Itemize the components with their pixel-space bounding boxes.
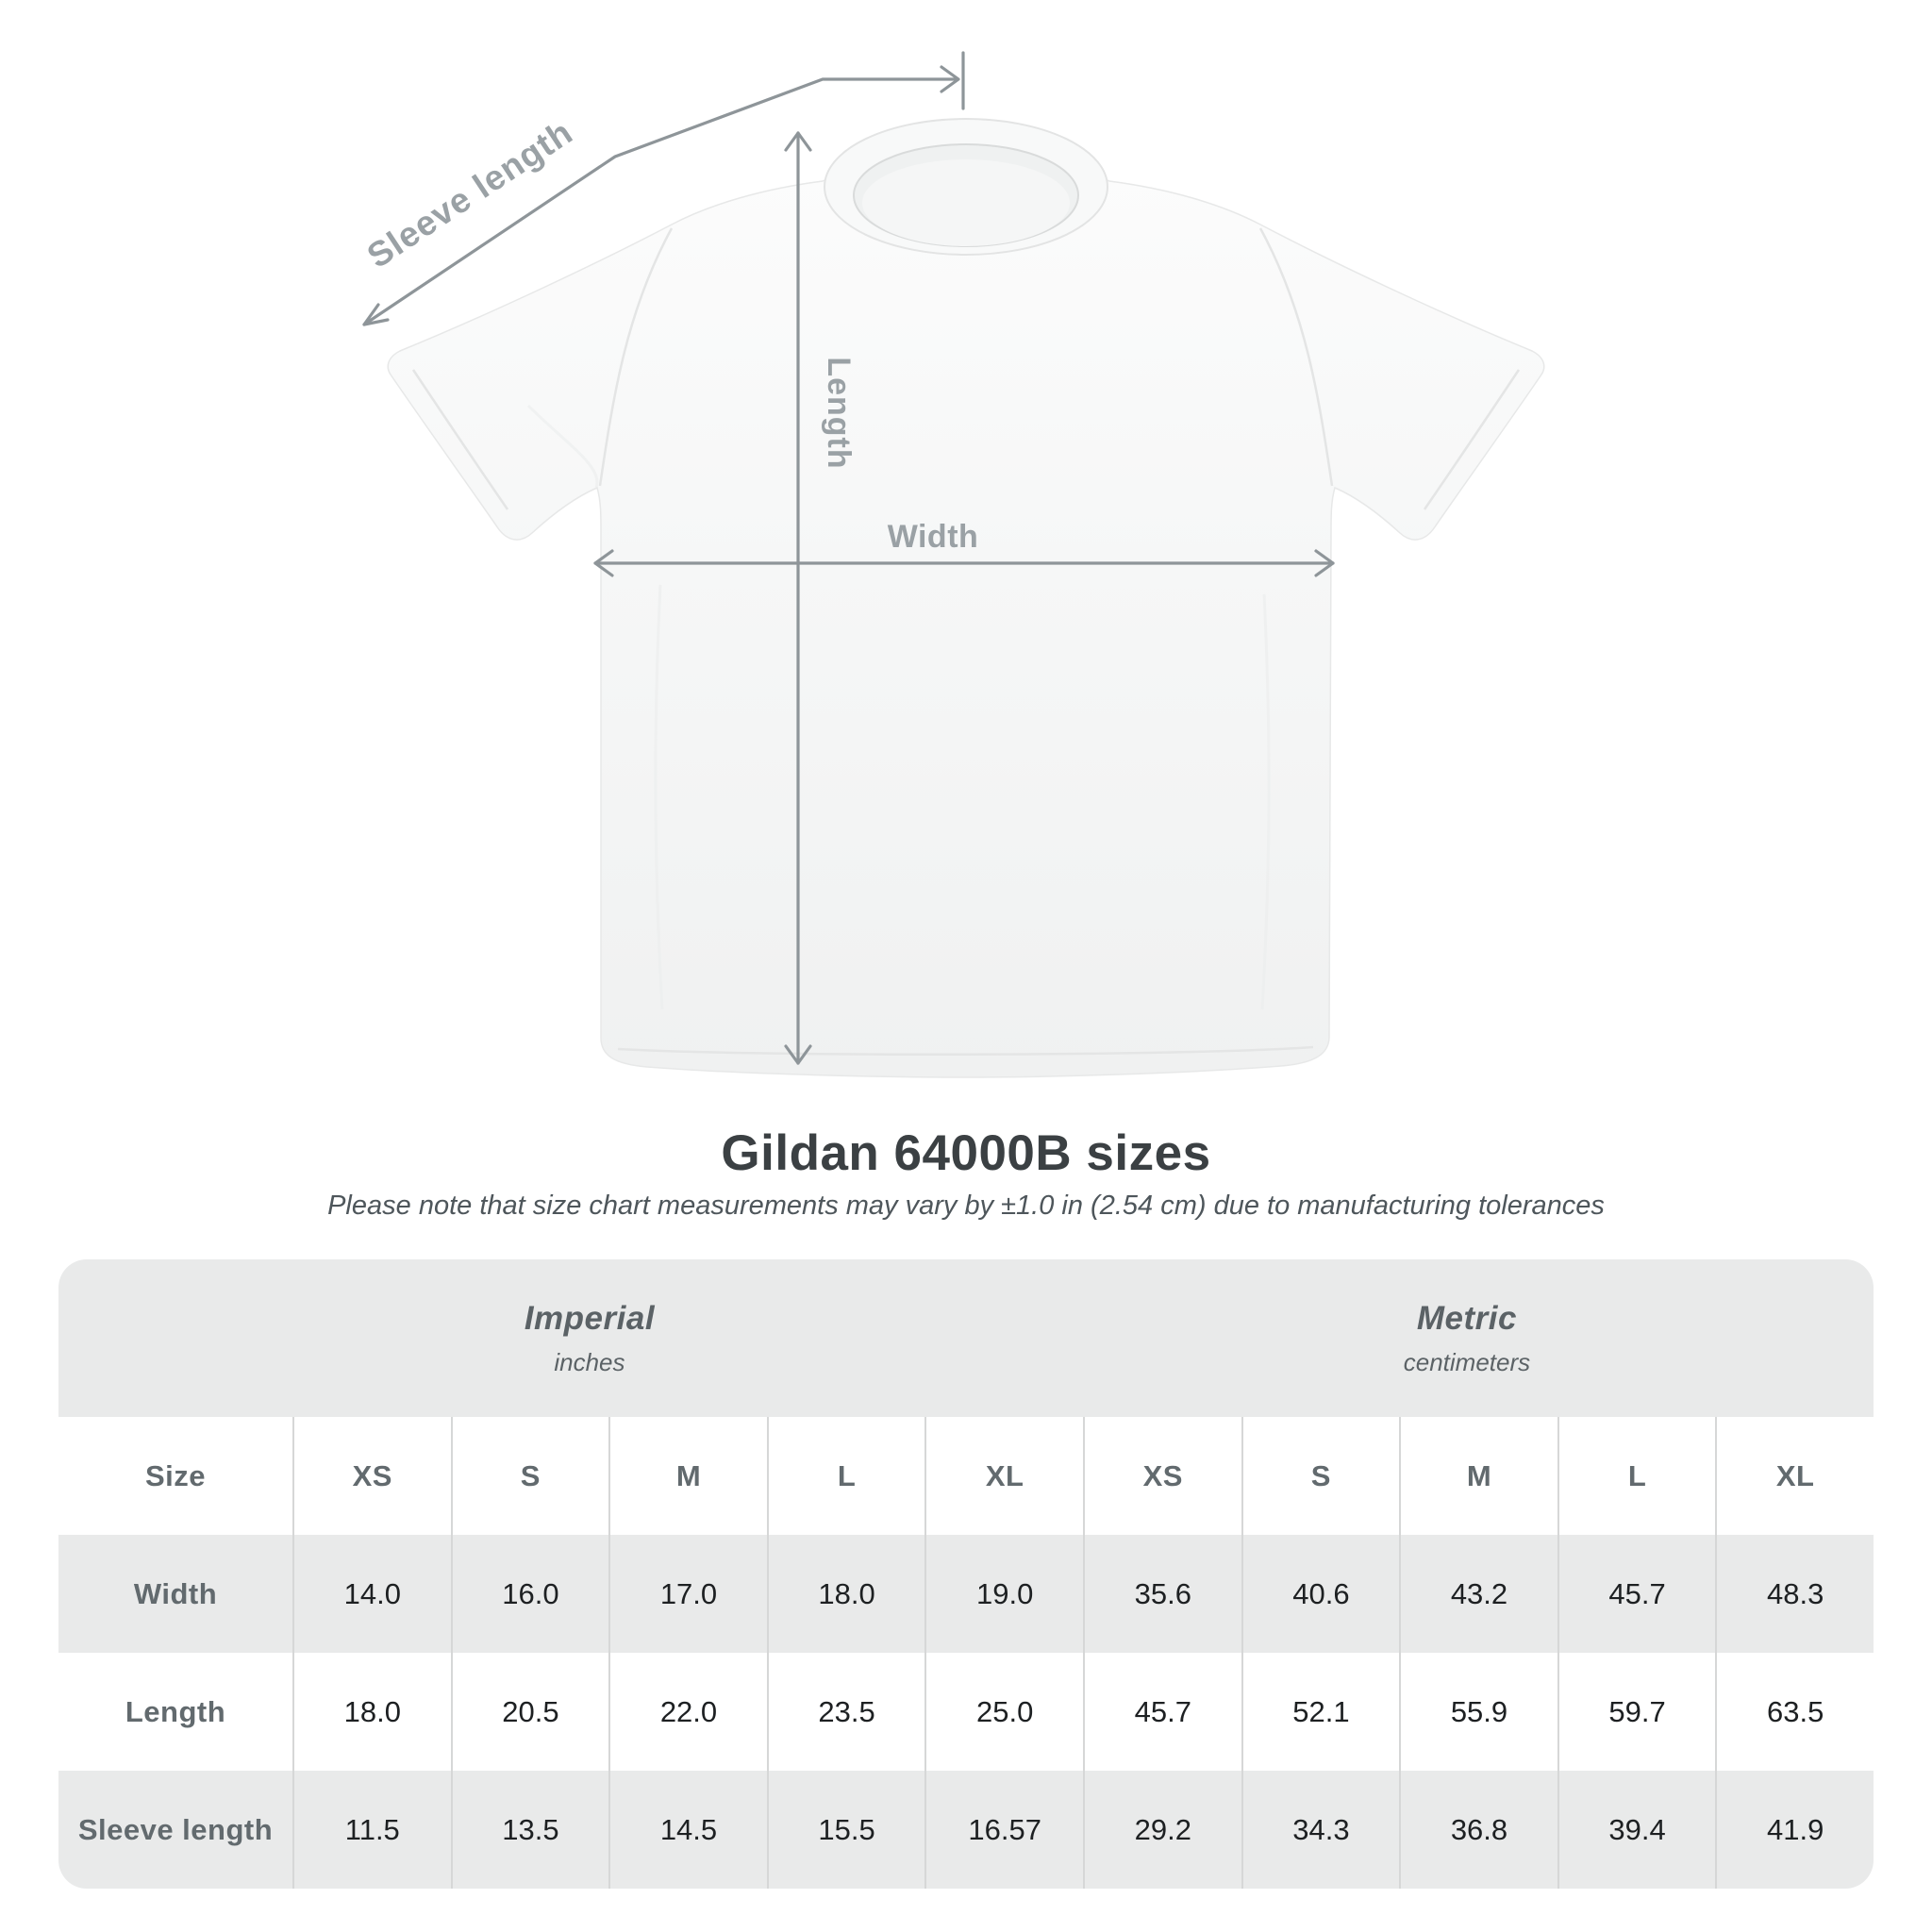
col-header-metric-xl: XL: [1715, 1417, 1874, 1535]
sleeve-metric-m: 36.8: [1399, 1771, 1557, 1889]
page-title: Gildan 64000B sizes: [721, 1125, 1211, 1181]
width-imperial-l: 18.0: [767, 1535, 925, 1653]
width-imperial-xs: 14.0: [292, 1535, 451, 1653]
width-label: Width: [887, 519, 979, 555]
length-imperial-s: 20.5: [451, 1653, 609, 1771]
col-header-imperial-l: L: [767, 1417, 925, 1535]
length-imperial-xl: 25.0: [924, 1653, 1083, 1771]
length-metric-l: 59.7: [1557, 1653, 1716, 1771]
size-header-cell: Size: [144, 1458, 207, 1492]
col-header-imperial-xl: XL: [924, 1417, 1083, 1535]
row-label-sleeve-length: Sleeve length: [77, 1812, 274, 1846]
sleeve-imperial-xl: 16.57: [924, 1771, 1083, 1889]
sleeve-metric-s: 34.3: [1241, 1771, 1400, 1889]
width-metric-xs: 35.6: [1083, 1535, 1241, 1653]
row-label-length: Length: [125, 1694, 226, 1728]
size-table: [58, 1259, 1874, 1889]
tolerance-note: Please note that size chart measurements may vary by ±1.0 in (2.54 cm) due to manufacturing tolerances: [327, 1191, 1605, 1221]
metric-group-header: [1083, 1259, 1874, 1417]
metric-unit: centimeters: [1403, 1347, 1531, 1376]
length-metric-s: 52.1: [1241, 1653, 1400, 1771]
width-imperial-s: 16.0: [451, 1535, 609, 1653]
row-label-width: Width: [133, 1576, 218, 1610]
col-header-metric-s: S: [1241, 1417, 1400, 1535]
sleeve-imperial-m: 14.5: [608, 1771, 767, 1889]
table-row-width: [58, 1535, 1874, 1653]
imperial-group-header: [58, 1259, 1083, 1417]
col-header-imperial-s: S: [451, 1417, 609, 1535]
width-metric-m: 43.2: [1399, 1535, 1557, 1653]
sleeve-metric-xl: 41.9: [1715, 1771, 1874, 1889]
length-imperial-m: 22.0: [608, 1653, 767, 1771]
col-header-metric-xs: XS: [1083, 1417, 1241, 1535]
length-imperial-l: 23.5: [767, 1653, 925, 1771]
imperial-label: Imperial: [524, 1299, 656, 1337]
sleeve-imperial-s: 13.5: [451, 1771, 609, 1889]
imperial-unit: inches: [554, 1347, 625, 1376]
table-row-length: [58, 1653, 1874, 1771]
unit-group-header: [58, 1259, 1874, 1417]
length-metric-xl: 63.5: [1715, 1653, 1874, 1771]
col-header-imperial-m: M: [608, 1417, 767, 1535]
sleeve-length-label: Sleeve length: [359, 112, 580, 276]
length-metric-xs: 45.7: [1083, 1653, 1241, 1771]
length-imperial-xs: 18.0: [292, 1653, 451, 1771]
sleeve-imperial-xs: 11.5: [292, 1771, 451, 1889]
sleeve-metric-xs: 29.2: [1083, 1771, 1241, 1889]
width-metric-s: 40.6: [1241, 1535, 1400, 1653]
col-header-metric-m: M: [1399, 1417, 1557, 1535]
table-row-sleeve-length: [58, 1771, 1874, 1889]
col-header-metric-l: L: [1557, 1417, 1716, 1535]
size-header-row: [58, 1417, 1874, 1535]
col-header-imperial-xs: XS: [292, 1417, 451, 1535]
metric-label: Metric: [1416, 1299, 1517, 1337]
width-imperial-m: 17.0: [608, 1535, 767, 1653]
width-metric-l: 45.7: [1557, 1535, 1716, 1653]
width-imperial-xl: 19.0: [924, 1535, 1083, 1653]
sleeve-imperial-l: 15.5: [767, 1771, 925, 1889]
width-metric-xl: 48.3: [1715, 1535, 1874, 1653]
length-label: Length: [821, 357, 857, 470]
sleeve-metric-l: 39.4: [1557, 1771, 1716, 1889]
length-metric-m: 55.9: [1399, 1653, 1557, 1771]
tshirt-illustration: [388, 119, 1544, 1077]
